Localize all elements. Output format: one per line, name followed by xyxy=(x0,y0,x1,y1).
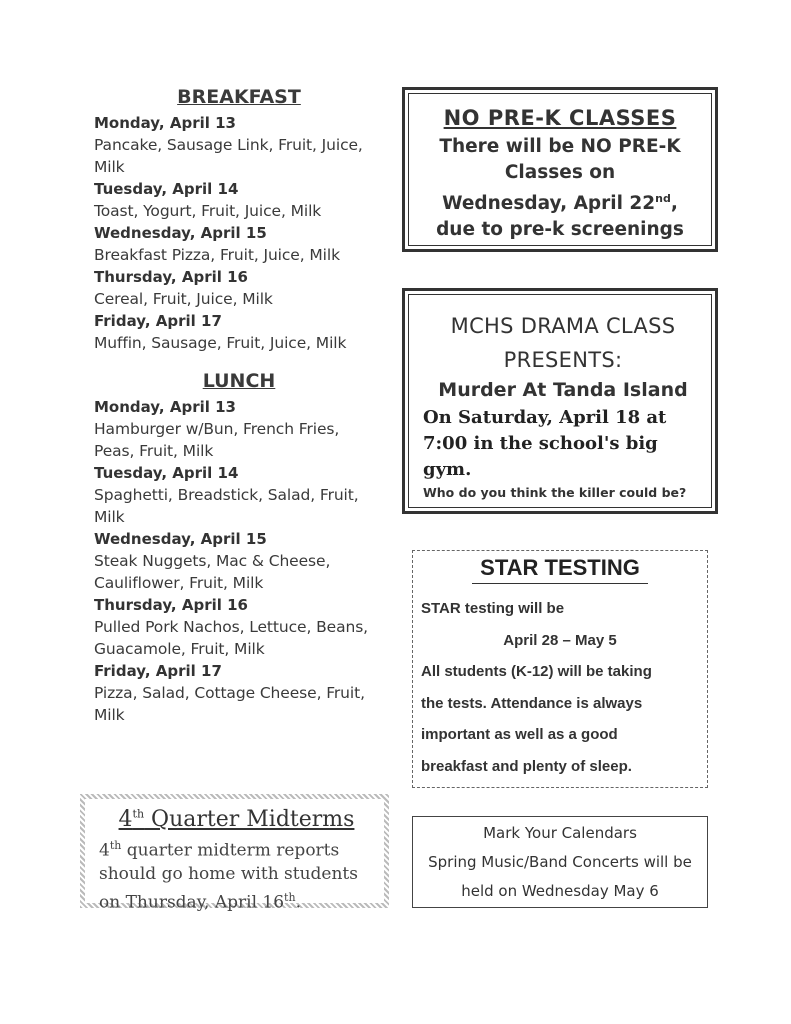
no-prek-date: Wednesday, April 22 xyxy=(442,193,656,215)
breakfast-day: Monday, April 13 xyxy=(94,114,236,132)
breakfast-day: Tuesday, April 14 xyxy=(94,180,239,198)
star-line: breakfast and plenty of sleep. xyxy=(421,757,632,775)
midterms-title-num: 4 xyxy=(118,807,133,832)
midterms-notice xyxy=(80,794,389,913)
calendars-line: held on Wednesday May 6 xyxy=(461,882,659,900)
no-prek-line: There will be NO PRE-K xyxy=(439,136,681,157)
star-line: All students (K-12) will be taking xyxy=(421,663,652,680)
no-prek-date-line xyxy=(409,186,711,217)
midterms-body-num: 4 xyxy=(99,840,110,861)
drama-class-notice xyxy=(402,288,718,514)
calendars-line: Spring Music/Band Concerts will be xyxy=(428,853,692,871)
lunch-day: Friday, April 17 xyxy=(94,662,222,680)
lunch-items: Pizza, Salad, Cottage Cheese, Fruit, Milk xyxy=(94,684,365,724)
breakfast-day: Friday, April 17 xyxy=(94,312,222,330)
star-testing-title xyxy=(421,555,699,584)
breakfast-day: Wednesday, April 15 xyxy=(94,224,267,242)
lunch-items: Hamburger w/Bun, French Fries, Peas, Fruit, Milk xyxy=(94,420,340,460)
breakfast-day: Thursday, April 16 xyxy=(94,268,248,286)
lunch-items: Pulled Pork Nachos, Lettuce, Beans, Guacamole, Fruit, Milk xyxy=(94,618,369,658)
breakfast-list xyxy=(94,112,384,354)
midterms-body-suffix: th xyxy=(109,839,122,852)
lunch-day: Monday, April 13 xyxy=(94,398,236,416)
no-prek-line: Classes on xyxy=(504,162,616,183)
star-line: important as well as a good xyxy=(421,726,618,743)
drama-date-time: On Saturday, April 18 at 7:00 in the school's big gym. xyxy=(423,407,667,480)
drama-title-line: PRESENTS: xyxy=(503,348,623,372)
calendars-line: Mark Your Calendars xyxy=(483,824,637,842)
no-prek-title: NO PRE-K CLASSES xyxy=(443,106,677,130)
breakfast-items: Pancake, Sausage Link, Fruit, Juice, Milk xyxy=(94,136,363,176)
breakfast-items: Breakfast Pizza, Fruit, Juice, Milk xyxy=(94,246,340,264)
lunch-day: Wednesday, April 15 xyxy=(94,530,267,548)
mark-calendars-notice xyxy=(412,816,708,908)
lunch-day: Thursday, April 16 xyxy=(94,596,248,614)
midterms-title xyxy=(99,807,374,832)
no-prek-comma: , xyxy=(670,193,678,215)
midterms-title-text: Quarter Midterms xyxy=(144,807,355,832)
no-prek-date-suffix: nd xyxy=(655,192,671,205)
lunch-day: Tuesday, April 14 xyxy=(94,464,239,482)
midterms-period: . xyxy=(295,892,301,913)
breakfast-heading: BREAKFAST xyxy=(177,86,301,108)
midterms-body xyxy=(99,834,374,914)
breakfast-items: Cereal, Fruit, Juice, Milk xyxy=(94,290,273,308)
no-prek-body xyxy=(409,134,711,243)
lunch-items: Steak Nuggets, Mac & Cheese, Cauliflower, Fruit, Milk xyxy=(94,552,331,592)
drama-inner xyxy=(408,294,712,508)
star-testing-notice xyxy=(412,550,708,788)
drama-title-line: MCHS DRAMA CLASS xyxy=(450,314,676,338)
no-prek-notice xyxy=(402,87,718,252)
midterms-date-suffix: th xyxy=(284,890,296,904)
breakfast-items: Muffin, Sausage, Fruit, Juice, Milk xyxy=(94,334,347,352)
no-prek-inner xyxy=(408,93,712,246)
menu-column xyxy=(94,86,384,726)
midterms-body-text: quarter midterm reports should go home with students on Thursday, April 16 xyxy=(99,840,358,913)
lunch-heading: LUNCH xyxy=(202,370,276,392)
drama-play-title: Murder At Tanda Island xyxy=(438,379,688,401)
no-prek-line: due to pre-k screenings xyxy=(436,219,684,241)
breakfast-items: Toast, Yogurt, Fruit, Juice, Milk xyxy=(94,202,322,220)
drama-question: Who do you think the killer could be? xyxy=(423,485,687,500)
star-line: STAR testing will be xyxy=(421,600,565,617)
lunch-items: Spaghetti, Breadstick, Salad, Fruit, Milk xyxy=(94,486,359,526)
star-testing-title-text: STAR TESTING xyxy=(472,555,648,584)
star-dates: April 28 – May 5 xyxy=(503,631,617,649)
drama-title xyxy=(423,309,703,377)
midterms-title-suffix: th xyxy=(132,807,145,821)
lunch-list xyxy=(94,396,384,726)
star-line: the tests. Attendance is always xyxy=(421,694,643,712)
